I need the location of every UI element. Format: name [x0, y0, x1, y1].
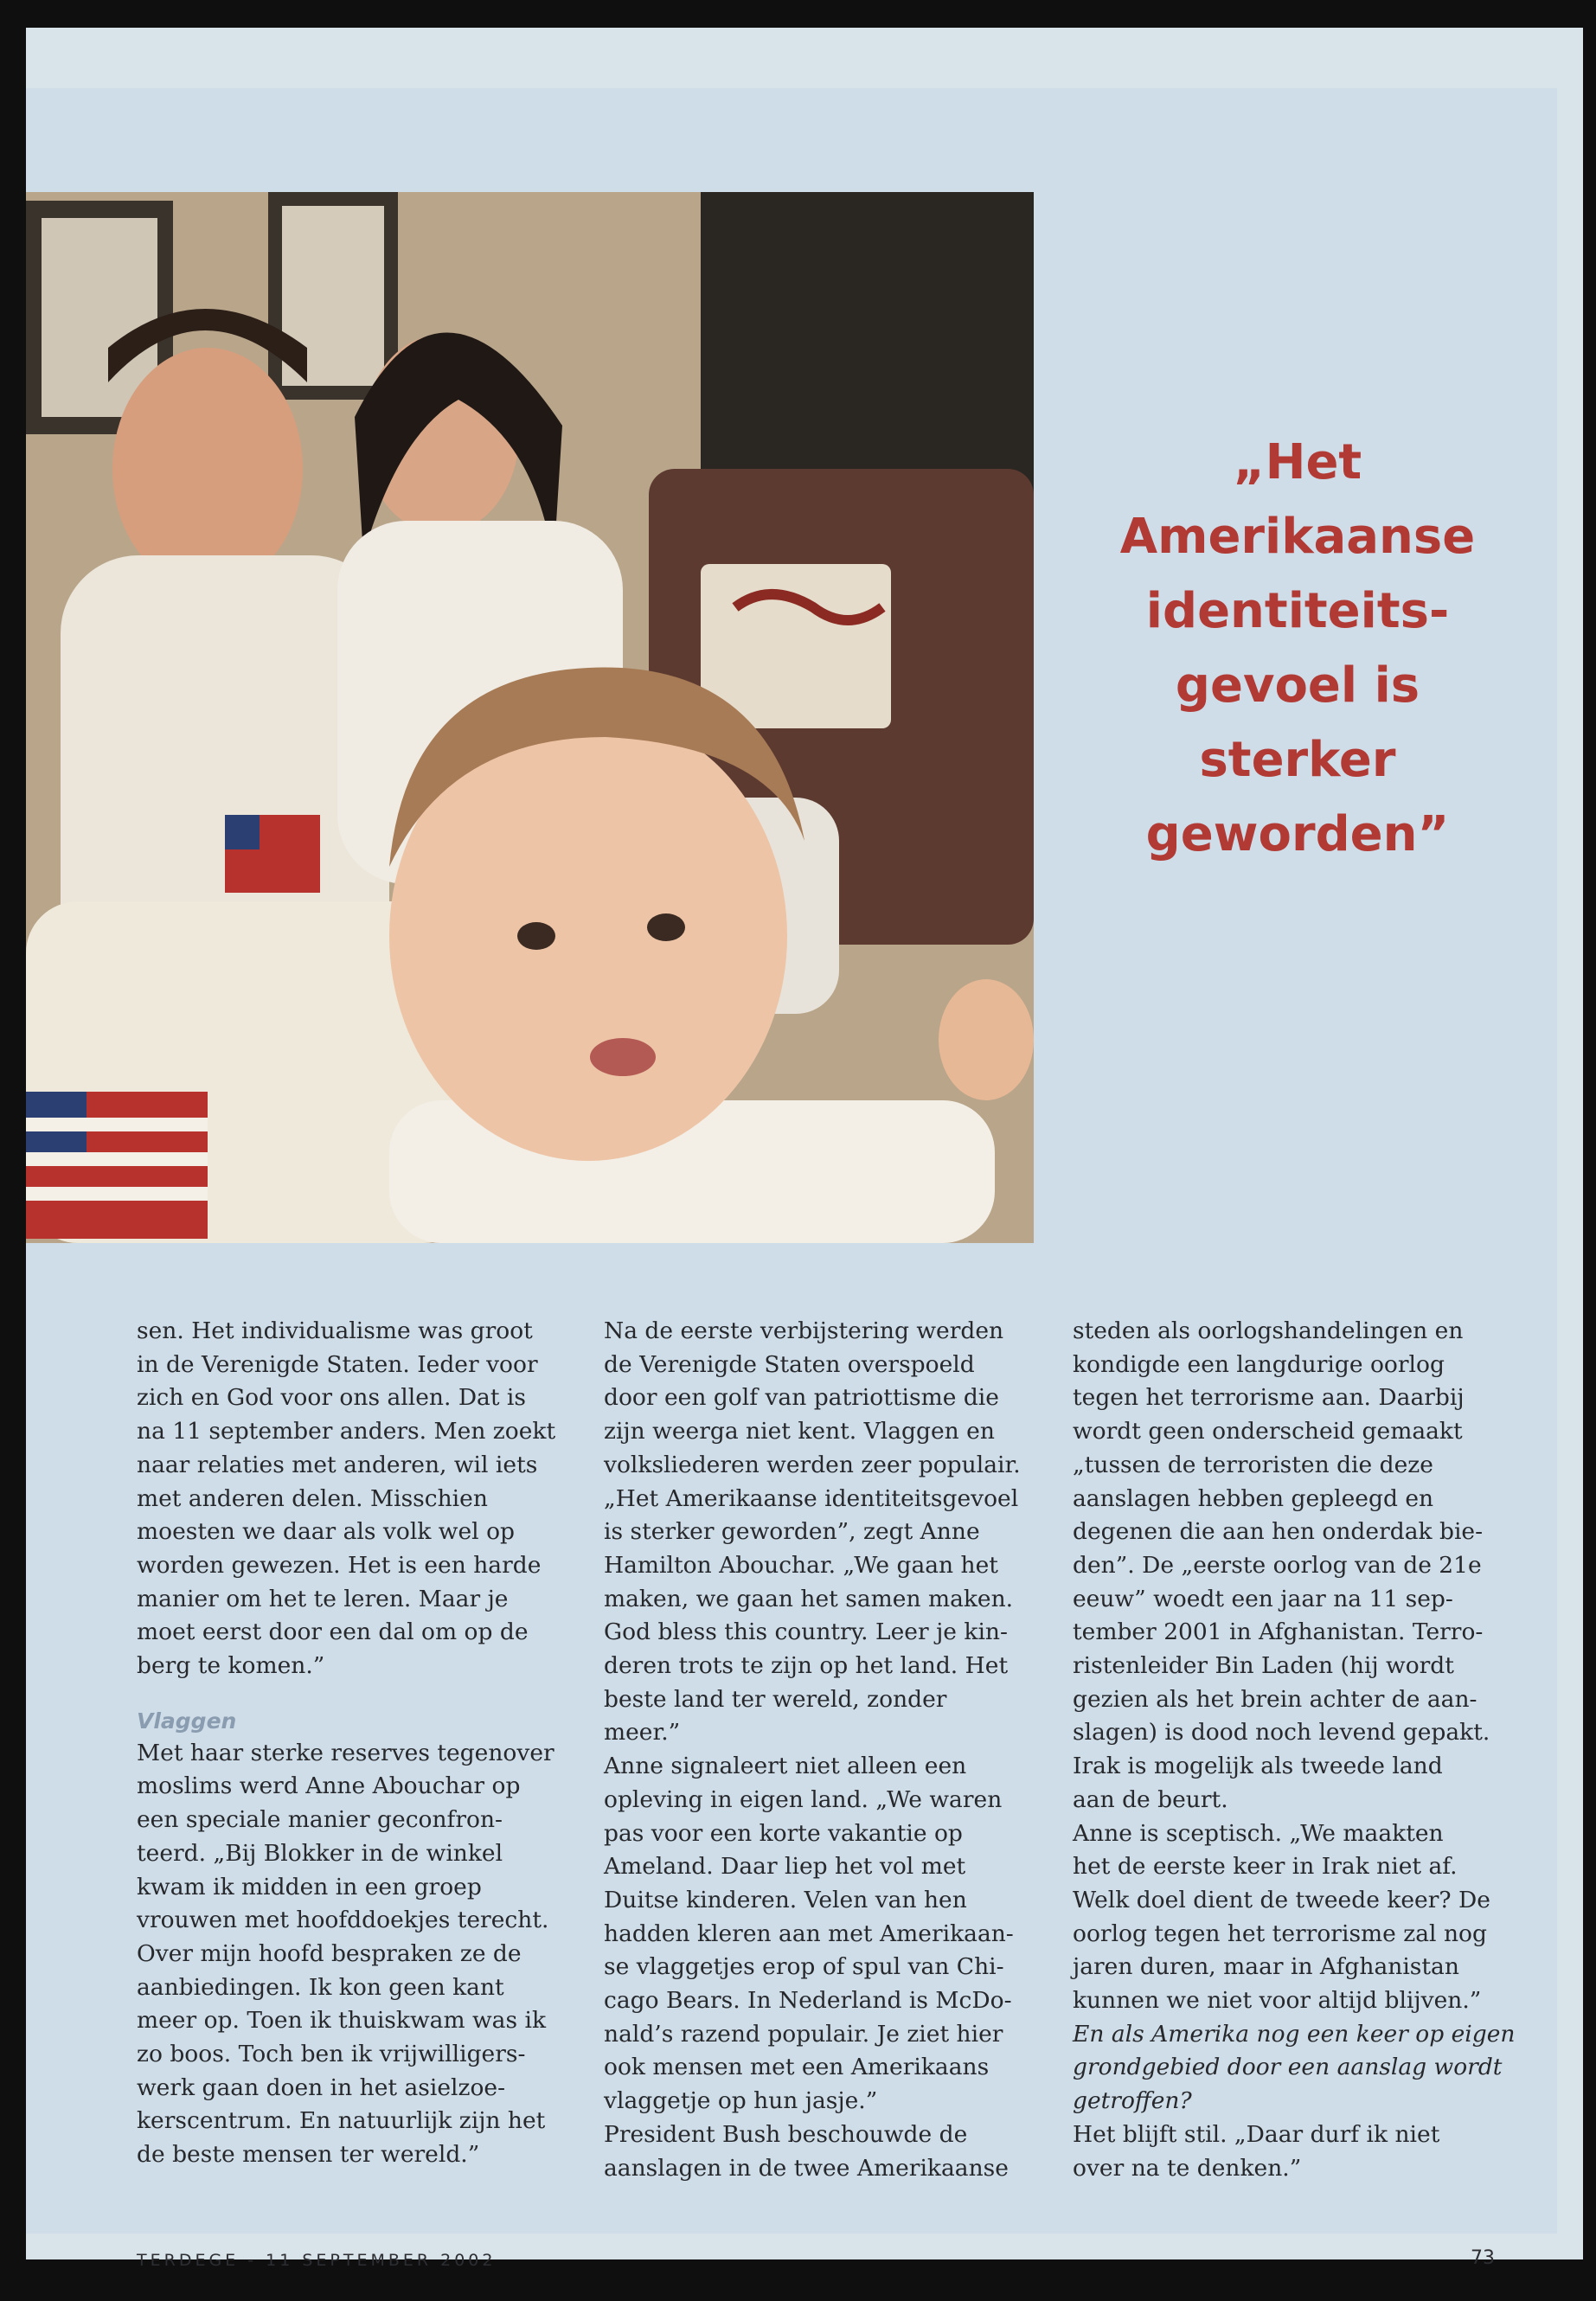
text-line: zo boos. Toch ben ik vrijwilligers- — [137, 2041, 526, 2068]
text-line: den”. De „eerste oorlog van de 21e — [1073, 1551, 1482, 1579]
text-line: moet eerst door een dal om op de — [137, 1618, 529, 1646]
quote-line: geworden” — [1145, 806, 1450, 862]
text-line: Na de eerste verbijstering werden — [604, 1317, 1004, 1344]
text-line: Over mijn hoofd bespraken ze de — [137, 1939, 522, 1967]
text-line: President Bush beschouwde de — [604, 2120, 968, 2148]
publication-footer: TERDEGE - 11 SEPTEMBER 2002 — [137, 2251, 497, 2270]
text-line: de beste mensen ter wereld.” — [137, 2141, 480, 2169]
photo-family-icon — [26, 192, 1034, 1243]
text-line: manier om het te leren. Maar je — [137, 1585, 509, 1612]
paragraph — [137, 1737, 561, 2172]
text-line: tember 2001 in Afghanistan. Terro- — [1073, 1618, 1484, 1646]
family-photo — [26, 192, 1034, 1243]
text-line: opleving in eigen land. „We waren — [604, 1785, 1003, 1813]
text-line: berg te komen.” — [137, 1652, 325, 1680]
text-line: kondigde een langdurige oorlog — [1073, 1350, 1445, 1378]
text-line: meer.” — [604, 1719, 681, 1747]
text-line: se vlaggetjes erop of spul van Chi- — [604, 1953, 1004, 1981]
text-line: teerd. „Bij Blokker in de winkel — [137, 1839, 503, 1867]
text-line: is sterker geworden”, zegt Anne — [604, 1518, 980, 1546]
text-line: Hamilton Abouchar. „We gaan het — [604, 1551, 998, 1579]
article-panel — [26, 88, 1557, 2270]
quote-line: Amerikaanse — [1119, 509, 1476, 565]
text-line: naar relaties met anderen, wil iets — [137, 1451, 538, 1478]
section-subhead: Vlaggen — [137, 1708, 237, 1734]
quote-line: sterker — [1199, 732, 1396, 788]
text-line: grondgebied door een aanslag wordt — [1073, 2054, 1503, 2081]
text-line: tegen het terrorisme aan. Daarbij — [1073, 1384, 1465, 1412]
text-line: getroffen? — [1073, 2087, 1192, 2115]
text-line: jaren duren, maar in Afghanistan — [1073, 1953, 1459, 1981]
text-line: vlaggetje op hun jasje.” — [604, 2087, 878, 2115]
text-line: zijn weerga niet kent. Vlaggen en — [604, 1418, 995, 1445]
text-line: „tussen de terroristen die deze — [1073, 1451, 1433, 1478]
text-line: zich en God voor ons allen. Dat is — [137, 1384, 527, 1412]
page-number: 73 — [1471, 2247, 1495, 2269]
text-line: Welk doel dient de tweede keer? De — [1073, 1886, 1490, 1913]
text-line: Duitse kinderen. Velen van hen — [604, 1886, 967, 1913]
paragraph — [1073, 1315, 1497, 1817]
text-line: kerscentrum. En natuurlijk zijn het — [137, 2107, 546, 2135]
text-line: eeuw” woedt een jaar na 11 sep- — [1073, 1585, 1453, 1612]
text-line: Met haar sterke reserves tegenover — [137, 1739, 554, 1766]
text-line: Anne is sceptisch. „We maakten — [1073, 1819, 1444, 1847]
quote-line: „Het — [1233, 434, 1362, 490]
text-line: meer op. Toen ik thuiskwam was ik — [137, 2007, 547, 2035]
paragraph — [604, 1750, 1028, 2118]
text-line: met anderen delen. Misschien — [137, 1484, 488, 1512]
text-line: degenen die aan hen onderdak bie- — [1073, 1518, 1484, 1546]
text-line: maken, we gaan het samen maken. — [604, 1585, 1014, 1612]
pull-quote — [1094, 426, 1501, 872]
text-line: kwam ik midden in een groep — [137, 1873, 482, 1900]
text-line: „Het Amerikaanse identiteitsgevoel — [604, 1484, 1019, 1512]
text-line: God bless this country. Leer je kin- — [604, 1618, 1008, 1646]
text-line: werk gaan doen in het asielzoe- — [137, 2073, 506, 2101]
text-line: moesten we daar als volk wel op — [137, 1518, 515, 1546]
text-line: in de Verenigde Staten. Ieder voor — [137, 1350, 538, 1378]
interview-question — [1073, 2018, 1516, 2118]
text-line: En als Amerika nog een keer op eigen — [1073, 2020, 1516, 2048]
text-line: Anne signaleert niet alleen een — [604, 1753, 967, 1780]
text-line: aan de beurt. — [1073, 1785, 1228, 1813]
quote-line: gevoel is — [1175, 657, 1420, 714]
text-line: kunnen we niet voor altijd blijven.” — [1073, 1987, 1482, 2015]
text-line: vrouwen met hoofddoekjes terecht. — [137, 1907, 549, 1934]
text-column-2 — [604, 1315, 1028, 2185]
text-line: pas voor een korte vakantie op — [604, 1819, 963, 1847]
text-line: over na te denken.” — [1073, 2154, 1302, 2182]
text-line: ristenleider Bin Laden (hij wordt — [1073, 1652, 1454, 1680]
quote-line: identiteits- — [1145, 583, 1450, 639]
text-line: het de eerste keer in Irak niet af. — [1073, 1853, 1458, 1881]
text-line: steden als oorlogshandelingen en — [1073, 1317, 1464, 1344]
text-line: deren trots te zijn op het land. Het — [604, 1652, 1009, 1680]
paragraph — [604, 1315, 1028, 1750]
text-line: een speciale manier geconfron- — [137, 1806, 503, 1834]
text-line: wordt geen onderscheid gemaakt — [1073, 1418, 1463, 1445]
text-line: beste land ter wereld, zonder — [604, 1685, 947, 1713]
text-line: Het blijft stil. „Daar durf ik niet — [1073, 2120, 1440, 2148]
text-line: oorlog tegen het terrorisme zal nog — [1073, 1920, 1487, 1947]
paragraph — [1073, 1817, 1497, 2018]
text-line: gezien als het brein achter de aan- — [1073, 1685, 1477, 1713]
text-line: de Verenigde Staten overspoeld — [604, 1350, 975, 1378]
text-line: ook mensen met een Amerikaans — [604, 2054, 990, 2081]
text-line: aanslagen hebben gepleegd en — [1073, 1484, 1434, 1512]
paragraph — [604, 2118, 1028, 2185]
text-line: aanbiedingen. Ik kon geen kant — [137, 1973, 504, 2001]
paragraph — [1073, 2118, 1497, 2185]
paragraph — [137, 1315, 561, 1683]
text-line: worden gewezen. Het is een harde — [137, 1551, 542, 1579]
text-line: Ameland. Daar liep het vol met — [604, 1853, 966, 1881]
text-line: slagen) is dood noch levend gepakt. — [1073, 1719, 1490, 1747]
text-column-3 — [1073, 1315, 1516, 2185]
text-line: na 11 september anders. Men zoekt — [137, 1418, 556, 1445]
text-line: Irak is mogelijk als tweede land — [1073, 1753, 1443, 1780]
text-line: aanslagen in de twee Amerikaanse — [604, 2154, 1009, 2182]
text-line: cago Bears. In Nederland is McDo- — [604, 1987, 1012, 2015]
text-line: hadden kleren aan met Amerikaan- — [604, 1920, 1014, 1947]
text-line: sen. Het individualisme was groot — [137, 1317, 533, 1344]
text-line: door een golf van patriottisme die — [604, 1384, 999, 1412]
text-line: moslims werd Anne Abouchar op — [137, 1772, 521, 1800]
magazine-page — [26, 28, 1583, 2270]
text-line: nald’s razend populair. Je ziet hier — [604, 2020, 1003, 2048]
text-line: volksliederen werden zeer populair. — [604, 1451, 1021, 1478]
text-column-1 — [137, 1315, 561, 2172]
